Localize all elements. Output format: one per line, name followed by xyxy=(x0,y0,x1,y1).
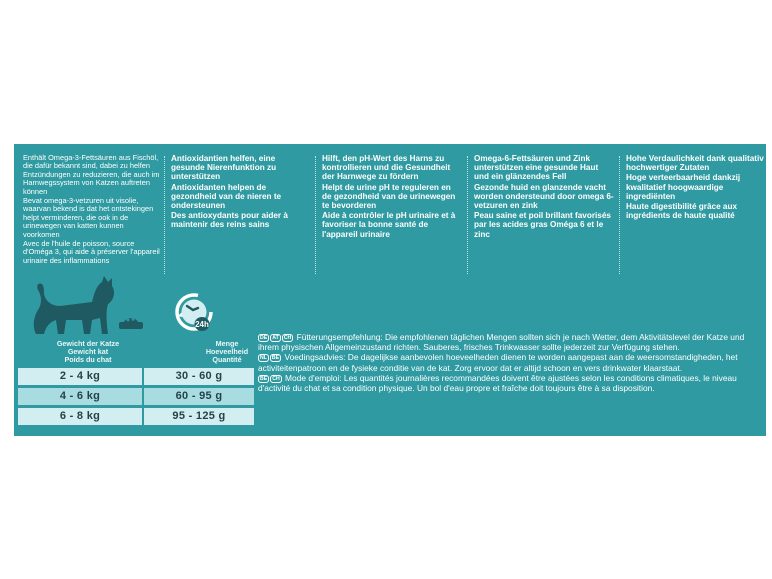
benefit-text-nl: Hoge verteerbaarheid dankzij kwalitatief hoogwaardige ingrediënten xyxy=(626,173,741,201)
column-divider xyxy=(619,156,620,274)
benefit-text-fr: Avec de l'huile de poisson, source d'Oméga 3, qui aide à préserver l'appareil urinaire des inflammations xyxy=(23,239,160,265)
benefit-text-fr: Des antioxydants pour aider à maintenir des reins sains xyxy=(171,211,288,230)
country-flag: CH xyxy=(272,375,280,382)
benefit-text-de: Hohe Verdaulichkeit dank qualitativ hochwertiger Zutaten xyxy=(626,154,764,173)
column-divider xyxy=(164,156,165,274)
benefit-text-de: Antioxidantien helfen, eine gesunde Nierenfunktion zu unterstützen xyxy=(171,154,277,182)
column-divider xyxy=(467,156,468,274)
food-amount-cell: 95 - 125 g xyxy=(144,408,254,425)
amount-header-fr: Quantité xyxy=(212,355,242,364)
country-flag: AT xyxy=(272,335,279,341)
country-flag: DE xyxy=(260,335,268,341)
feeding-advice-nl xyxy=(258,352,762,372)
country-flag: CH xyxy=(283,335,292,341)
food-amount-cell: 60 - 95 g xyxy=(144,388,254,405)
benefit-text-fr: Haute digestibilité grâce aux ingrédients de haute qualité xyxy=(626,202,738,221)
feeding-advice-text: Mode d'emploi: Les quantités journalières recommandées doivent être ajustées selon les conditions climatiques, le niveau d'activité du chat et sa condition physique. Un bol d'eau propre et fraîche doit toujours être à sa disposition. xyxy=(258,372,737,394)
feeding-advice-text: Voedingsadvies: De dagelijkse aanbevolen hoeveelheden dienen te worden aangepast aan de weersomstandigheden, het activiteitenpatroon en de fysieke conditie van de kat. Zorg ervoor dat er altijd schoon en vers drinkwater klaarstaat. xyxy=(258,352,738,373)
benefit-text-nl: Helpt de urine pH te reguleren en de gezondheid van de urinewegen te bevorderen xyxy=(322,182,456,211)
feeding-advice-fr xyxy=(258,373,762,393)
weight-column-header xyxy=(28,340,148,364)
weight-header-de: Gewicht der Katze xyxy=(56,339,120,348)
amount-header-nl: Hoeveelheid xyxy=(205,347,249,356)
food-amount-cell: 30 - 60 g xyxy=(144,368,254,385)
feeding-advice xyxy=(258,332,762,393)
benefit-text-de: Enthält Omega-3-Fettsäuren aus Fischöl, die dafür bekannt sind, dabei zu helfen Entzündungen zu reduzieren, die auch im Harnwegssystem von Katzen auftreten können xyxy=(23,153,160,196)
amount-header-de: Menge xyxy=(215,339,239,348)
benefit-text-de: Omega-6-Fettsäuren und Zink unterstützen eine gesunde Haut und ein glänzendes Fell xyxy=(474,154,599,182)
table-row xyxy=(18,368,254,385)
benefits-section xyxy=(14,154,766,280)
feeding-advice-text: Fütterungsempfehlung: Die empfohlenen täglichen Mengen sollten sich je nach Wetter, dem Aktivitätslevel der Katze und ihrem physischen Allgemeinzustand richten. Sauberes, frisches Trinkwasser sollte jederzeit zur Verfügung stehen. xyxy=(258,332,745,353)
benefit-skin-coat xyxy=(469,154,614,274)
24h-clock-icon xyxy=(174,292,214,336)
product-info-panel xyxy=(14,144,766,436)
benefit-text-de: Hilft, den pH-Wert des Harns zu kontrollieren und die Gesundheit der Harnwege zu fördern xyxy=(322,154,451,182)
benefit-omega3 xyxy=(18,154,162,274)
benefit-text-nl: Antioxidanten helpen de gezondheid van de nieren te ondersteunen xyxy=(171,182,282,211)
benefit-text-nl: Gezonde huid en glanzende vacht worden ondersteund door omega 6-vetzuren en zink xyxy=(474,182,614,211)
country-flag: BE xyxy=(271,355,280,362)
benefit-text-fr: Aide à contrôler le pH urinaire et à favoriser la bonne santé de l'appareil urinaire xyxy=(322,211,456,239)
weight-header-fr: Poids du chat xyxy=(64,355,112,364)
cat-silhouette-icon xyxy=(30,276,120,336)
column-divider xyxy=(315,156,316,274)
cat-weight-cell: 6 - 8 kg xyxy=(18,408,142,425)
table-row xyxy=(18,388,254,405)
country-flag: BE xyxy=(260,375,268,382)
food-bowl-icon xyxy=(118,316,144,330)
table-row xyxy=(18,408,254,425)
benefit-digestibility xyxy=(621,154,766,274)
benefit-text-fr: Peau saine et poil brillant favorisés par les acides gras Oméga 6 et le zinc xyxy=(474,211,611,239)
benefit-antioxidants xyxy=(166,154,311,274)
clock-label: 24h xyxy=(195,320,209,329)
benefit-text-nl: Bevat omega-3-vetzuren uit visolie, waarvan bekend is dat het ontstekingen helpt verminderen, die ook in de urinewegen van katten kunnen voorkomen xyxy=(23,196,154,239)
cat-weight-cell: 2 - 4 kg xyxy=(18,368,142,385)
country-flag: NL xyxy=(260,355,267,362)
benefit-urinary-ph xyxy=(317,154,462,274)
cat-weight-cell: 4 - 6 kg xyxy=(18,388,142,405)
weight-header-nl: Gewicht kat xyxy=(67,347,109,356)
feeding-advice-de xyxy=(258,332,762,352)
cat-illustration xyxy=(30,276,150,336)
